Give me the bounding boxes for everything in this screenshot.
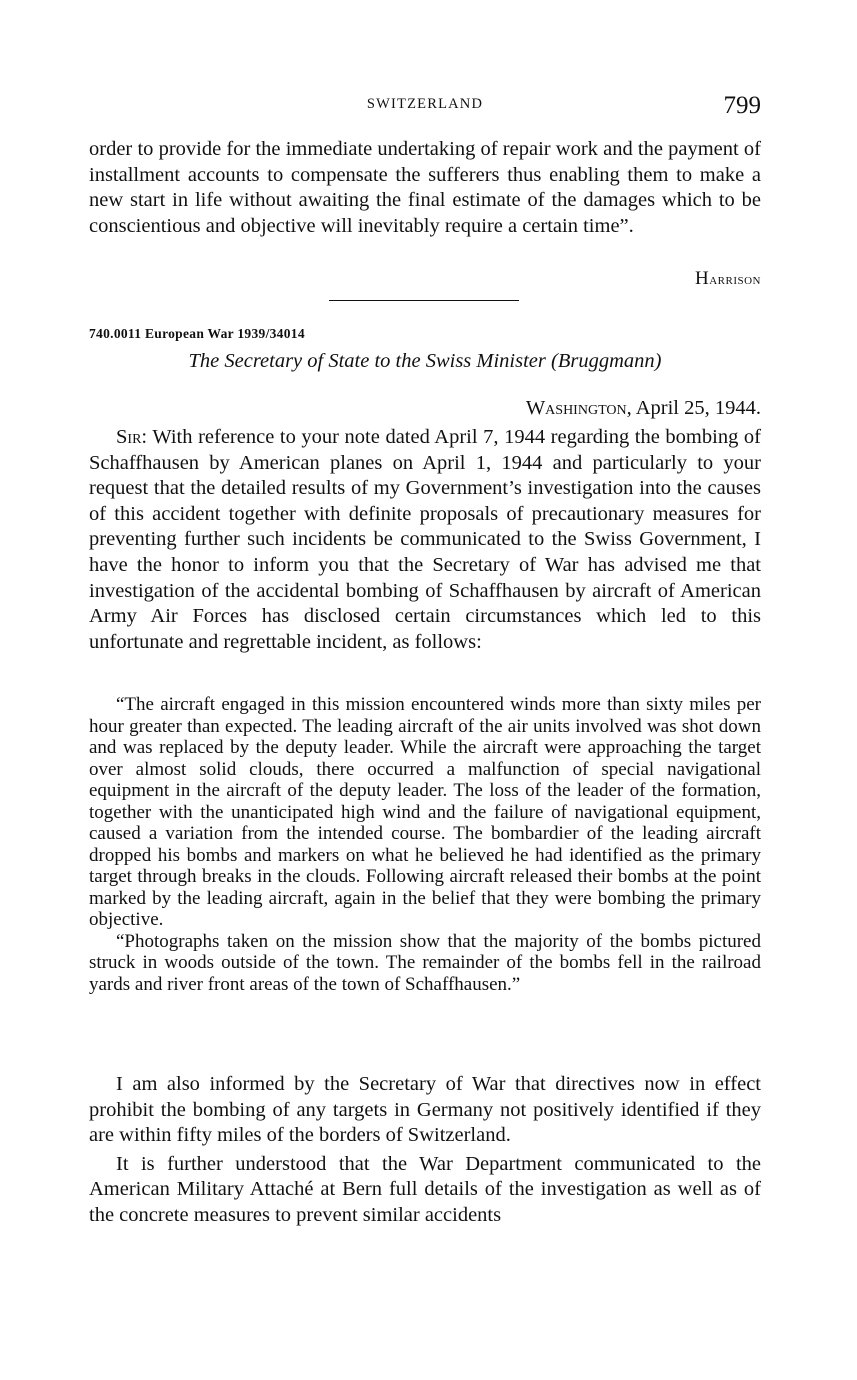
closing-paragraphs xyxy=(89,1072,761,1229)
quoted-report xyxy=(89,694,761,995)
opening-text: : With reference to your note dated April 7, 1944 regarding the bombing of Schaffhausen by American planes on April 1, 1944 and particularly to your request that the detailed results of my Government’s investigation into the causes of this accident together with definite proposals of precautionary measures for preventing further such incidents be communicated to the Swiss Government, I have the honor to inform you that the Secretary of War has advised me that investigation of the accidental bombing of Schaffhausen by aircraft of American Army Air Forces has disclosed certain circumstances which led to this unfortunate and regrettable incident, as follows: xyxy=(89,426,761,653)
dateline-date: April 25, 1944. xyxy=(631,397,761,419)
quoted-paragraph: “The aircraft engaged in this mission encountered winds more than sixty miles per hour greater than expected. The leading aircraft of the air units involved was shot down and was replaced by the deputy leader. While the aircraft were approaching the target over almost solid clouds, there occurred a malfunction of special navigational equipment in the aircraft of the deputy leader. The loss of the leader of the formation, together with the unanticipated high wind and the failure of navigational equipment, caused a variation from the intended course. The bombardier of the leading aircraft dropped his bombs and markers on what he believed he had identified as the primary target through breaks in the clouds. Following aircraft released their bombs at the point marked by the leading aircraft, again in the belief that they were bombing the primary objective. xyxy=(89,694,761,930)
running-head xyxy=(89,92,761,122)
heading-prefix: The Secretary of State to the Swiss Minister ( xyxy=(188,350,558,372)
heading-suffix: ) xyxy=(654,350,662,372)
salutation: Sir xyxy=(116,426,142,448)
continued-paragraph-block xyxy=(89,137,761,239)
opening-paragraph-block xyxy=(89,425,761,655)
dateline xyxy=(526,397,761,420)
quoted-paragraph: “Photographs taken on the mission show that the majority of the bombs pictured struck in woods outside of the town. The remainder of the bombs fell in the railroad yards and river front areas of the town of Schaffhausen.” xyxy=(89,930,761,995)
body-paragraph: It is further understood that the War Department communicated to the American Military Attaché at Bern full details of the investigation as well as of the concrete measures to prevent similar accidents xyxy=(89,1152,761,1226)
body-paragraph: I am also informed by the Secretary of War that directives now in effect prohibit the bombing of any targets in Germany not positively identified if they are within fifty miles of the borders of Switzerland. xyxy=(89,1073,761,1147)
dateline-place: Washington, xyxy=(525,397,632,419)
file-reference: 740.0011 European War 1939/34014 xyxy=(89,326,305,341)
section-divider xyxy=(329,300,519,301)
opening-paragraph xyxy=(89,425,761,655)
page-number: 799 xyxy=(723,92,761,119)
heading-name: Bruggmann xyxy=(557,350,655,372)
running-title: SWITZERLAND xyxy=(366,96,484,112)
signature: Harrison xyxy=(694,268,761,289)
document-heading xyxy=(89,350,761,373)
continued-paragraph: order to provide for the immediate undertaking of repair work and the payment of installment accounts to compensate the sufferers thus enabling them to make a new start in life without awaiting the final estimate of the damages which to be conscientious and objective will inevitably require a certain time”. xyxy=(89,138,761,237)
